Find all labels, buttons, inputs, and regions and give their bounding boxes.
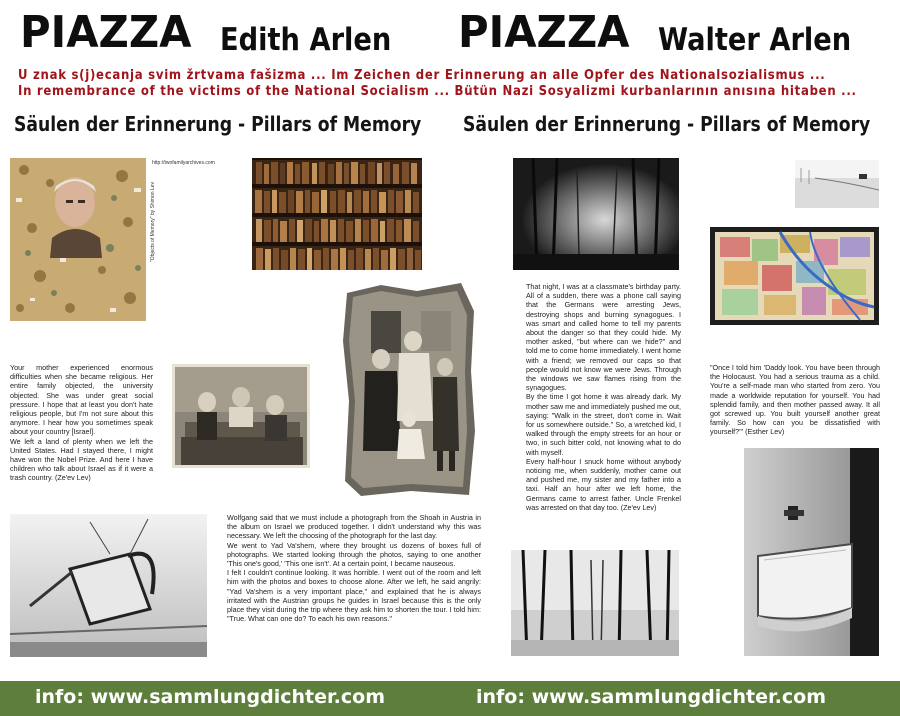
text-paragraph: That night, I was at a classmate's birthday party. All of a sudden, there was a phone call saying that the Germans were arresting Jews, destroying shops and burning synagogues. I was smart and called home to tell my parents about the danger so that they could hide. My mother asked, "but where can we hide?" and told me to come home immediately. I went home with a friend; we removed our caps so that people would not know we were Jews. Through the windows we saw flames rising from the synagogues. xyxy=(526,282,681,393)
text-block-daddy xyxy=(710,363,880,437)
footer-bar xyxy=(0,681,900,716)
subtitle-right: Säulen der Erinnerung - Pillars of Memory xyxy=(463,112,871,136)
watering-can-photo xyxy=(10,514,207,657)
children-table-photo xyxy=(172,364,310,468)
text-paragraph: Every half-hour I snuck home without anybody noticing me, when suddenly, mother came out and pushed me, my sister and my father into a taxi. Half an hour after we left home, the Germans came to arrest father. Uncle Frenkel was arrested on that day too. (Ze'ev Lev) xyxy=(526,456,681,512)
credit-vertical: "Objects of Memory" by Shimon Lev xyxy=(150,182,156,262)
text-paragraph: I felt I couldn't continue looking. It was horrible. I went out of the room and left him with the photos and boxes to choose alone. After we left, he said angrily: "Yad Va'shem is a very important place," and explained that he is always irritated with the Austrian groups he guides in Israel because this is the only place they visit during the trip where they ask him to shorten the tour. I told him: "True. What can one do? To each his own reasons." xyxy=(227,568,481,624)
text-paragraph: We went to Yad Va'shem, where they brought us dozens of boxes full of photographs. We started looking through the photos, saying to one another 'This one's good,' 'This one isn't'. At a certain point, I became nauseous. xyxy=(227,540,481,569)
snow-road-photo xyxy=(795,160,879,208)
tagline-2: In remembrance of the victims of the National Socialism ... Bütün Nazi Sosyalizmi kurbanlarının anısına hitaben ... xyxy=(18,84,857,99)
text-block-birthday xyxy=(526,282,681,512)
text-paragraph: Your mother experienced enormous difficulties when she became religious. Her entire family objected, the university objected. She was under great social pressure. I hope that at least you don't hate religious people, but I'm not sure about this anymore. I hear how you sometimes speak about your country [Israel]. xyxy=(10,363,153,437)
subtitle-left: Säulen der Erinnerung - Pillars of Memory xyxy=(14,112,422,136)
text-paragraph: By the time I got home it was already dark. My mother saw me and immediately pushed me out, saying: "Walk in the street, don't come in. Wait for us somewhere outside." So, a wretched kid, I walked through the empty streets for an hour or two, in such bitter cold, not knowing what to do with myself. xyxy=(526,392,682,457)
tagline-1: U znak s(j)ecanja svim žrtvama fašizma ... Im Zeichen der Erinnerung an alle Opfer des Nationalsozialismus ... xyxy=(18,68,826,83)
family-photo xyxy=(341,281,476,497)
text-block-wolfgang xyxy=(227,513,481,623)
text-paragraph: "Once I told him 'Daddy look. You have been through the Holocaust. You had a serious trauma as a child. You're a self-made man who started from zero. You made a worldwide reputation for yourself. You had splendid family, and then mother passed away. It all got screwed up. You built yourself another great family. So how can you be dissatisfied with yourself?'" (Esther Lev) xyxy=(710,363,880,437)
footer-link-right[interactable]: info: www.sammlungdichter.com xyxy=(476,686,826,708)
piazza-title-right: PIAZZA xyxy=(458,7,630,58)
credit-url: http://twofamilyarchives.com xyxy=(152,160,215,166)
bookshelf-photo xyxy=(252,158,422,270)
forest-night-photo xyxy=(513,158,679,270)
text-paragraph: We left a land of plenty when we left the United States. Had I stayed there, I might have won the Nobel Prize. And here I have children who talk about Israel as if it were a trash country. (Ze'ev Lev) xyxy=(10,436,153,483)
name-edith-arlen: Edith Arlen xyxy=(220,22,392,58)
text-block-mother xyxy=(10,363,153,483)
sink-photo xyxy=(744,448,879,656)
piazza-title-left: PIAZZA xyxy=(20,7,192,58)
footer-link-left[interactable]: info: www.sammlungdichter.com xyxy=(35,686,385,708)
city-map-photo xyxy=(710,227,879,325)
text-paragraph: Wolfgang said that we must include a photograph from the Shoah in Austria in the album on Israel we produced together. I didn't understand why this was necessary. We left the choosing of the photograph for the last day. xyxy=(227,513,481,541)
name-walter-arlen: Walter Arlen xyxy=(658,22,852,58)
portrait-collage-photo xyxy=(10,158,146,321)
winter-forest-photo xyxy=(511,550,679,656)
